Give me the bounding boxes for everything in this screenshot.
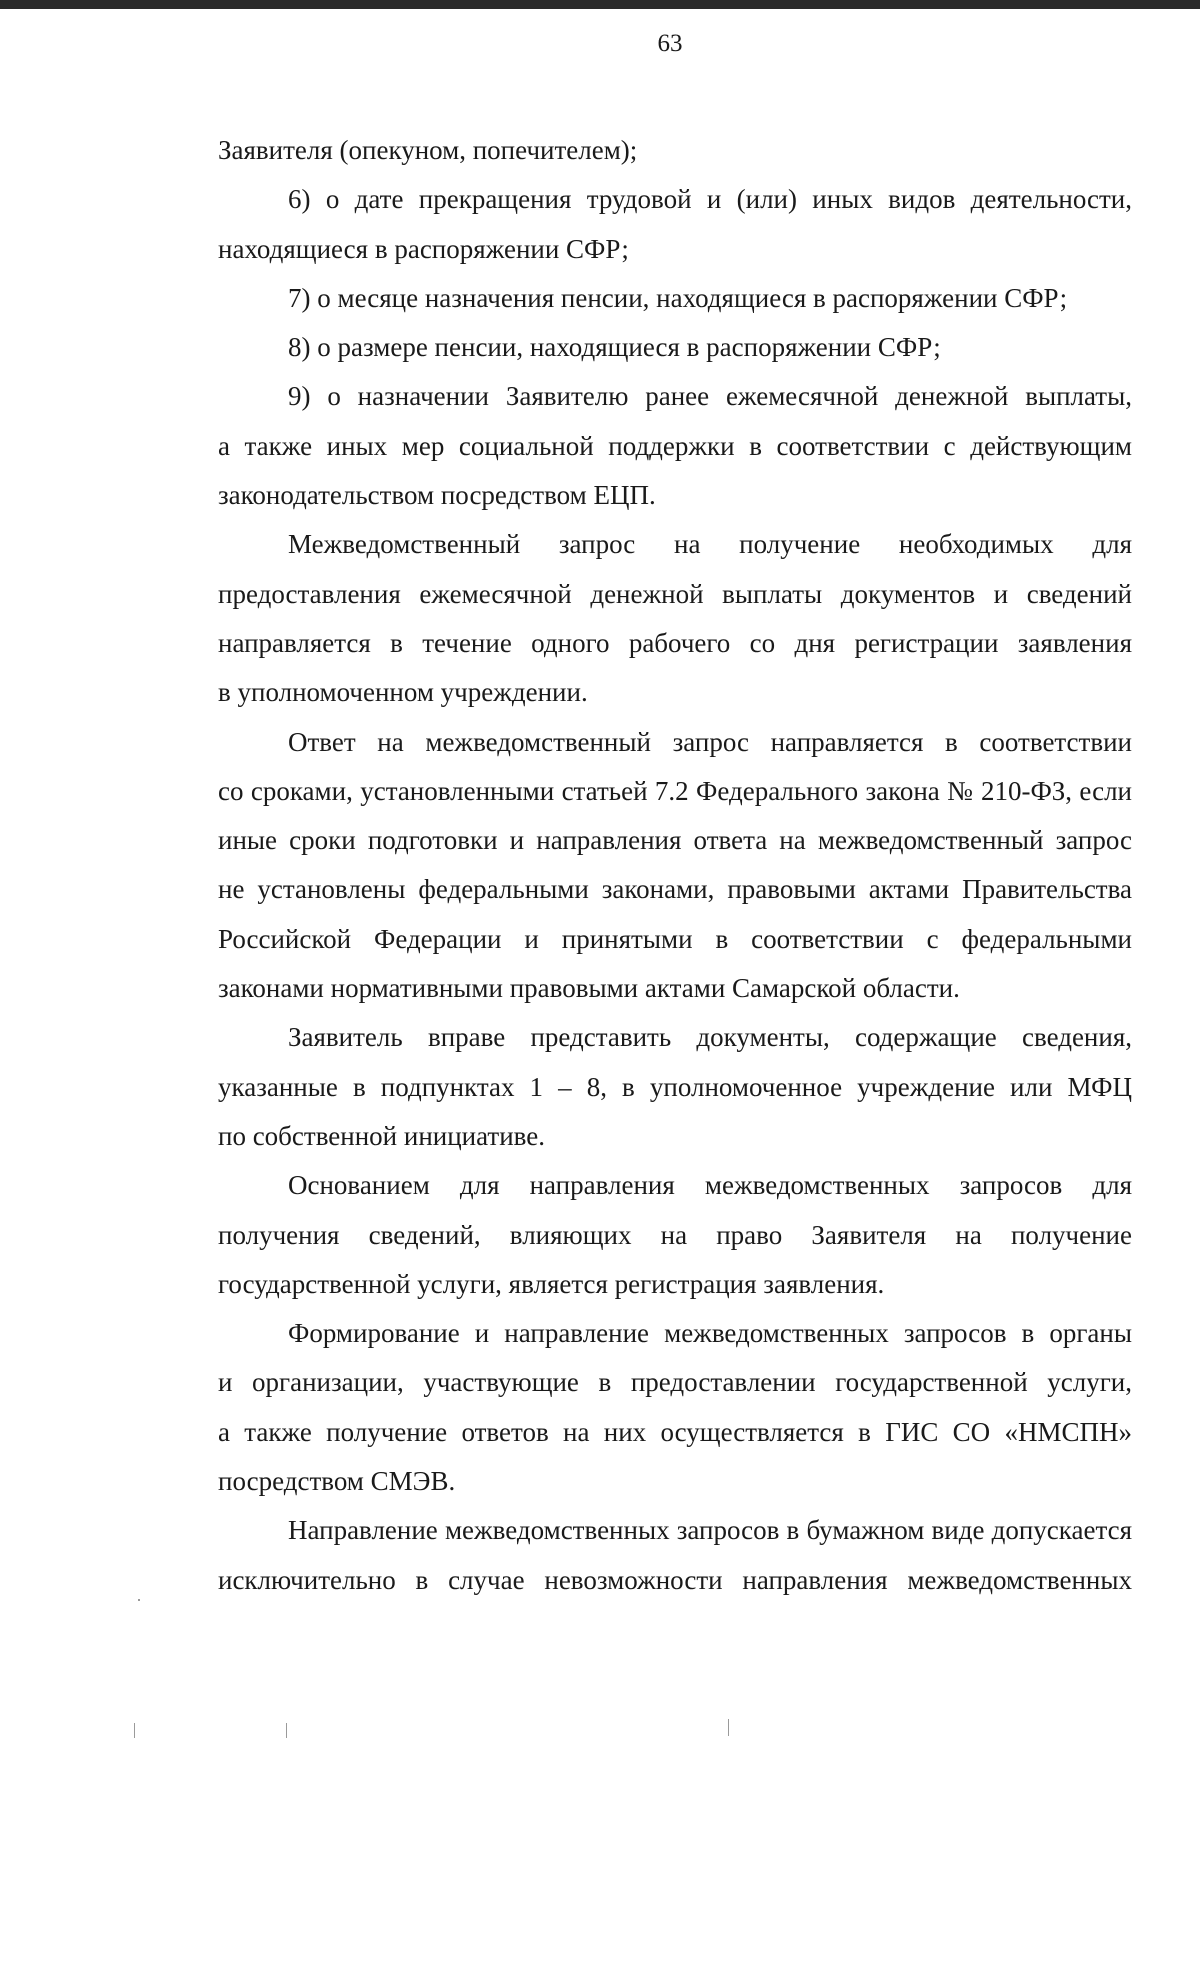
text-line: 7) о месяце назначения пенсии, находящиеся в распоряжении СФР; [288,282,1068,313]
text-line: Ответ на межведомственный запрос направляется в соответствии [288,726,1132,757]
text-line: законами нормативными правовыми актами Самарской области. [218,973,960,1004]
text-line: Заявитель вправе представить документы, содержащие сведения, [288,1022,1132,1053]
text-line: Направление межведомственных запросов в бумажном виде допускается [288,1515,1132,1546]
scan-mark [138,1599,140,1601]
text-line: Основанием для направления межведомственных запросов для [288,1170,1132,1201]
text-line: исключительно в случае невозможности направления межведомственных [218,1564,1132,1595]
text-line: по собственной инициативе. [218,1120,545,1151]
text-line: со сроками, установленными статьей 7.2 Федерального закона № 210-ФЗ, если [218,775,1132,806]
page-number: 63 [657,30,683,57]
text-line: Межведомственный запрос на получение необходимых для [288,529,1132,560]
scan-mark [728,1719,729,1736]
text-line: 9) о назначении Заявителю ранее ежемесячной денежной выплаты, [288,381,1132,412]
text-line: государственной услуги, является регистрация заявления. [218,1268,885,1299]
text-line: Формирование и направление межведомственных запросов в органы [288,1318,1132,1349]
text-line: законодательством посредством ЕЦП. [218,480,656,511]
text-line: Российской Федерации и принятыми в соответствии с федеральными [218,923,1132,954]
text-line: 8) о размере пенсии, находящиеся в распоряжении СФР; [288,332,941,363]
text-line: в уполномоченном учреждении. [218,677,588,708]
text-line: не установлены федеральными законами, правовыми актами Правительства [218,874,1132,905]
text-line: получения сведений, влияющих на право Заявителя на получение [218,1219,1132,1250]
text-line: а также получение ответов на них осуществляется в ГИС СО «НМСПН» [218,1416,1132,1447]
text-line: а также иных мер социальной поддержки в соответствии с действующим [218,430,1132,461]
text-line: посредством СМЭВ. [218,1466,456,1497]
text-line: Заявителя (опекуном, попечителем); [218,135,638,165]
scan-mark [134,1723,135,1738]
document-body [218,126,1132,1605]
scan-mark [286,1723,287,1738]
text-line: 6) о дате прекращения трудовой и (или) иных видов деятельности, [288,184,1132,215]
top-border-line [0,0,1200,9]
text-line: указанные в подпунктах 1 – 8, в уполномоченное учреждение или МФЦ [218,1071,1132,1102]
text-line: и организации, участвующие в предоставлении государственной услуги, [218,1367,1132,1398]
text-line: находящиеся в распоряжении СФР; [218,233,629,264]
text-line: иные сроки подготовки и направления ответа на межведомственный запрос [218,825,1132,856]
text-line: предоставления ежемесячной денежной выплаты документов и сведений [218,578,1132,609]
text-line: направляется в течение одного рабочего со дня регистрации заявления [218,627,1132,658]
